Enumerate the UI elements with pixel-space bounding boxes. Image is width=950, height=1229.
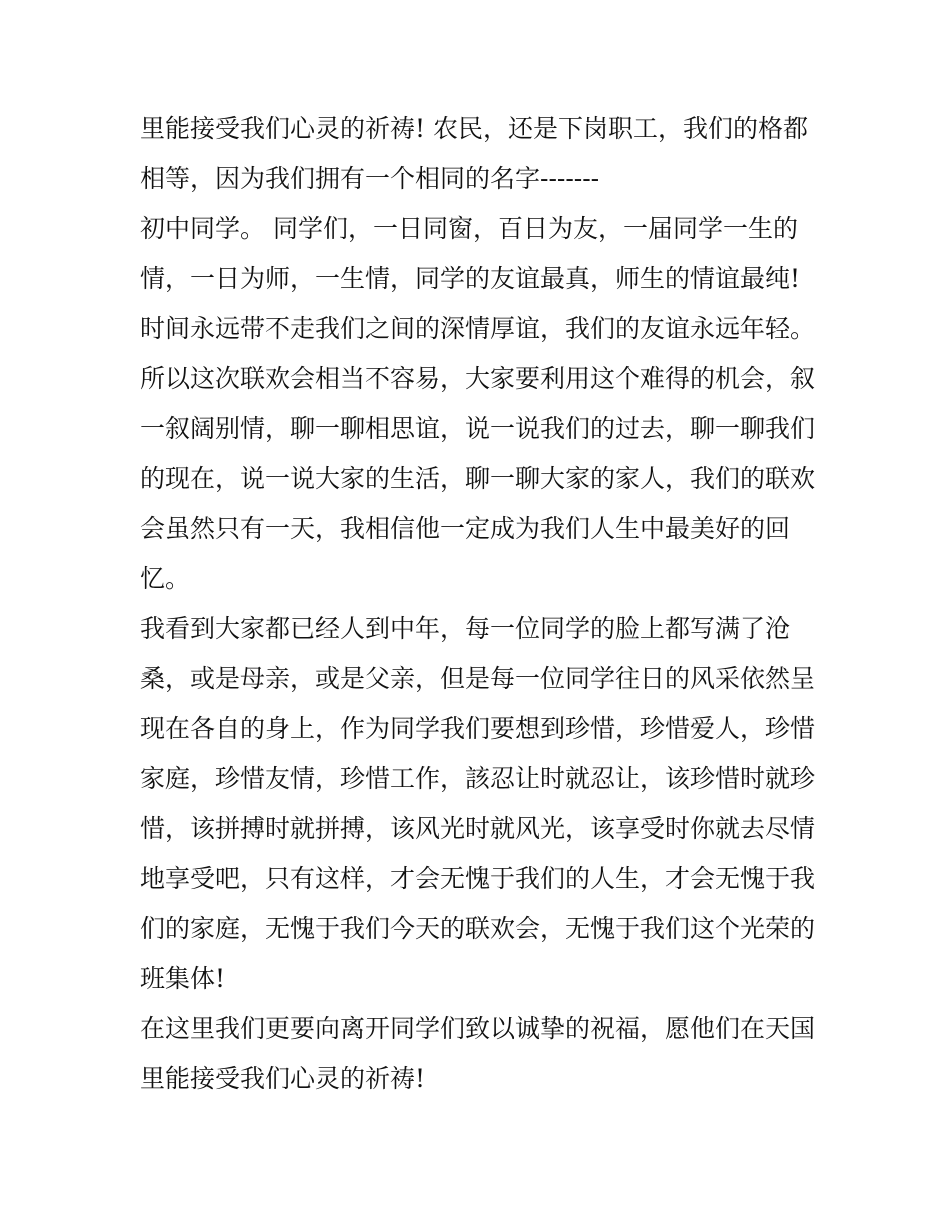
- text-line: 现在各自的身上，作为同学我们要想到珍惜，珍惜爱人，珍惜: [140, 714, 816, 743]
- text-line: 里能接受我们心灵的祈祷!: [140, 1064, 426, 1093]
- text-line: 们的家庭，无愧于我们今天的联欢会，无愧于我们这个光荣的: [140, 914, 816, 943]
- text-line: 相等，因为我们拥有一个相同的名字-------: [140, 164, 600, 193]
- text-line: 的现在，说一说大家的生活，聊一聊大家的家人，我们的联欢: [140, 464, 816, 493]
- body-text: [140, 104, 820, 1104]
- text-line: 地享受吧，只有这样，才会无愧于我们的人生，才会无愧于我: [140, 864, 816, 893]
- text-line: 情，一日为师，一生情，同学的友谊最真，师生的情谊最纯!: [140, 264, 801, 293]
- text-line: 在这里我们更要向离开同学们致以诚挚的祝福，愿他们在天国: [140, 1014, 816, 1043]
- text-line: 会虽然只有一天，我相信他一定成为我们人生中最美好的回: [140, 514, 791, 543]
- text-line: 家庭，珍惜友情，珍惜工作，該忍让时就忍让，该珍惜时就珍: [140, 764, 816, 793]
- text-line: 一叙阔别情，聊一聊相思谊，说一说我们的过去，聊一聊我们: [140, 414, 816, 443]
- text-line: 里能接受我们心灵的祈祷! 农民，还是下岗职工，我们的格都: [140, 114, 808, 143]
- text-line: 初中同学。 同学们，一日同窗，百日为友，一届同学一生的: [140, 214, 798, 243]
- text-line: 我看到大家都已经人到中年，每一位同学的脸上都写满了沧: [140, 614, 791, 643]
- text-line: 时间永远带不走我们之间的深情厚谊，我们的友谊永远年轻。: [140, 314, 816, 343]
- text-line: 惜，该拼搏时就拼搏，该风光时就风光，该享受时你就去尽情: [140, 814, 816, 843]
- text-line: 忆。: [140, 564, 191, 593]
- text-line: 班集体!: [140, 964, 226, 993]
- text-line: 桑，或是母亲，或是父亲，但是每一位同学往日的风采依然呈: [140, 664, 816, 693]
- text-line: 所以这次联欢会相当不容易，大家要利用这个难得的机会，叙: [140, 364, 816, 393]
